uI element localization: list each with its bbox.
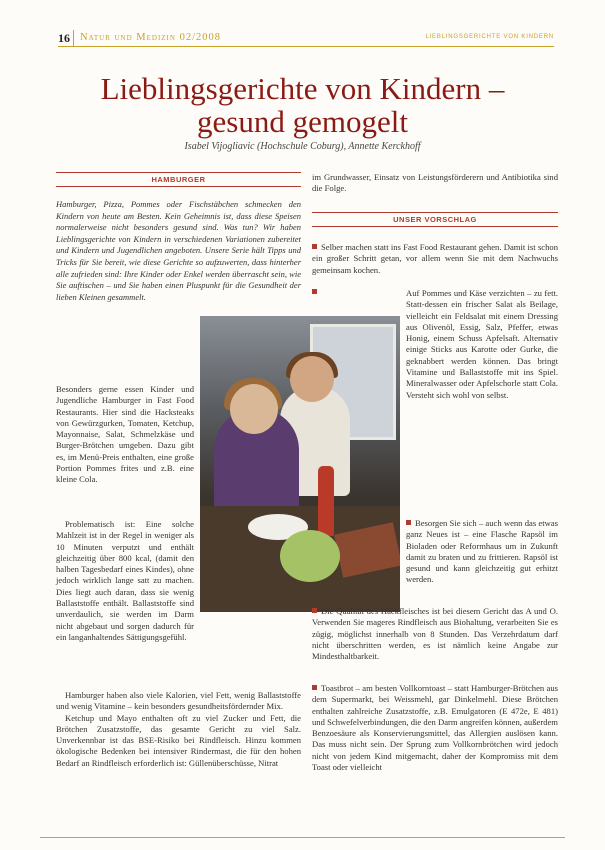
bullet-item — [312, 242, 558, 276]
article-lead: Hamburger, Pizza, Pommes oder Fischstäbchen schmecken den Kindern von heute am Besten. Kein Geheimnis ist, dass diese Speisen normalerweise nicht besonders gesund sind. Was tun? Wir haben Lieblingsgerichte von Kindern in verschiedenen Variationen zubereitet und Kindern und Jugendlichen angeboten. Unsere Serie hält Tipps und Tricks für Sie bereit, wie diese Gerichte so aufzuwerten, dass hinterher alle zufrieden sind: Ihre Kinder oder Enkel werden überrascht sein, wie Sie auftischen – und Sie haben einen Pluspunkt für die Gesundheit der lieben Kleinen gesammelt. — [56, 199, 301, 302]
right-column-bullet-4a — [406, 578, 558, 606]
bullet-text: Auf Pommes und Käse verzichten – zu fett. Statt-dessen ein frischer Salat als Beilage, vielleicht ein Feldsalat mit einem Dressing aus Olivenöl, Essig, Salz, Pfeffer, etwas Honig, einem Schuss Apfelsaft. Alternativ einige Sticks aus Karotte oder Gurke, die geknabbert werden können. Das bringt Vitamine und Ballaststoffe mit ins Spiel. Mineralwasser oder Apfelschorle statt Cola. Versteht sich wohl von selbst. — [406, 288, 558, 400]
right-column-bullet-4 — [312, 606, 558, 662]
photo-lettuce — [280, 530, 340, 582]
article-authors: Isabel Vijogliavic (Hochschule Coburg), Annette Kerckhoff — [184, 141, 421, 152]
bullet-text: Die Qualität des Hackfleisches ist bei diesem Gericht das A und O. Verwenden Sie mageres Rindfleisch aus Biohaltung, verarbeiten Sie es zügig, möglichst innerhalb von 8 Stunden. Das Verzehrdatum darf nicht überschritten werden, es ist nämlich keine Angabe zur Mindesthaltbarkeit. — [312, 606, 558, 662]
paragraph: Ketchup und Mayo enthalten oft zu viel Zucker und Fett, die Brötchen Zusatzstoffe, das gesamte Gericht zu viel Salz. Unverkennbar ist das BSE-Risiko bei Rindfleisch. Hinzu kommen ökologische Bedenken bei intensiver Rindermast, die für den hohen Bedarf an Rindfleisch erforderlich ist: Güllenüberschüsse, Nitrat — [56, 712, 301, 768]
paragraph: im Grundwasser, Einsatz von Leistungsförderern und Antibiotika sind die Folge. — [312, 172, 558, 194]
header-divider — [73, 30, 74, 46]
article-title — [40, 72, 565, 138]
bullet-item — [312, 606, 558, 662]
journal-name: Natur und Medizin 02/2008 — [80, 32, 221, 43]
running-header — [58, 30, 554, 47]
bullet-marker — [406, 520, 411, 525]
title-line-2: gesund gemogelt — [197, 104, 408, 139]
bullet-marker — [312, 289, 317, 294]
suggestion-heading: UNSER VORSCHLAG — [312, 212, 558, 227]
photo-children-eating — [200, 316, 400, 612]
paragraph: Problematisch ist: Eine solche Mahlzeit ist in der Regel in weniger als 10 Minuten verputzt und enthält gleichzeitig über 800 kcal, (damit den halben Tagesbedarf eines Kindes), ohne jedoch wirklich lange satt zu machen. Dies liegt auch daran, dass sie wenig Ballaststoffe enthält. Ballaststoffe sind unverdaulich, sie werden im Darm nicht abgebaut und sorgen dadurch für ein langanhaltendes Sättigungsgefühl. — [56, 519, 194, 642]
photo-bottle — [318, 466, 334, 536]
photo-head-girl — [290, 356, 334, 402]
bullet-text: Besorgen Sie sich – auch wenn das etwas ganz Neues ist – eine Flasche Rapsöl im Bioladen oder Reformhaus um in Zukunft damit zu braten und zu frittieren. Rapsöl ist gesund und kann gleichzeitig gut erhitzt werden. — [406, 518, 558, 585]
bullet-marker — [312, 244, 317, 249]
right-column-bullet-2a — [312, 287, 402, 298]
bullet-item — [312, 287, 402, 298]
bullet-item — [406, 518, 558, 586]
left-column-top — [56, 384, 194, 486]
left-column-bottom — [56, 690, 301, 769]
right-column-bullets-top — [312, 242, 558, 276]
hamburger-heading: HAMBURGER — [56, 172, 301, 187]
paragraph: Besonders gerne essen Kinder und Jugendliche Hamburger in Fast Food Restaurants. Hier sind die Hacksteaks von Gewürzgurken, Tomaten, Ketchup, Mayonnaise, Salat, Schmelzkäse und Burger-Brötchen umgeben. Dazu gibt es, im Menü-Preis enthalten, eine große Portion Pommes frites und z.B. eine kleine Cola. — [56, 384, 194, 485]
page-number: 16 — [58, 31, 70, 45]
bullet-item — [312, 683, 558, 773]
bullet-text: Selber machen statt ins Fast Food Restaurant gehen. Damit ist schon ein großer Schritt getan, vor allem wenn Sie mit dem Nachwuchs gemeinsam kochen. — [312, 242, 558, 275]
paragraph: Hamburger haben also viele Kalorien, viel Fett, wenig Ballaststoffe und wenig Vitamine – kein besonders gesundheitsfördernder Mix. — [56, 690, 301, 712]
bullet-marker — [312, 685, 317, 690]
bullet-text: Toastbrot – am besten Vollkorntoast – statt Hamburger-Brötchen aus dem Supermarkt, bei Weissmehl, gar Dinkelmehl. Diese Brötchen enthalten zahlreiche Zusatzstoffe, z.B. Emulgatoren (E 472e, E 481) und Schwefelverbindungen, die den Darm angreifen können, außerdem Benzoesäure als Konservierungsmittel, das Allergien auslösen kann. Das muss nicht sein. Der Sprung zum Vollkornbrötchen wird jedoch nicht von jedem Kind mitgemacht, daher der Kompromiss mit dem Toast oder vielleicht — [312, 683, 558, 773]
right-column-bullet-5 — [312, 683, 558, 773]
photo-head-small — [230, 384, 278, 434]
right-column-intro — [312, 172, 558, 195]
section-name: LIEBLINGSGERICHTE VON KINDERN — [425, 34, 554, 40]
title-line-1: Lieblingsgerichte von Kindern – — [100, 71, 505, 106]
footer-rule — [40, 837, 565, 838]
left-column-mid — [56, 519, 194, 643]
right-column-bullet-2 — [406, 288, 558, 518]
bullet-marker — [312, 608, 317, 613]
